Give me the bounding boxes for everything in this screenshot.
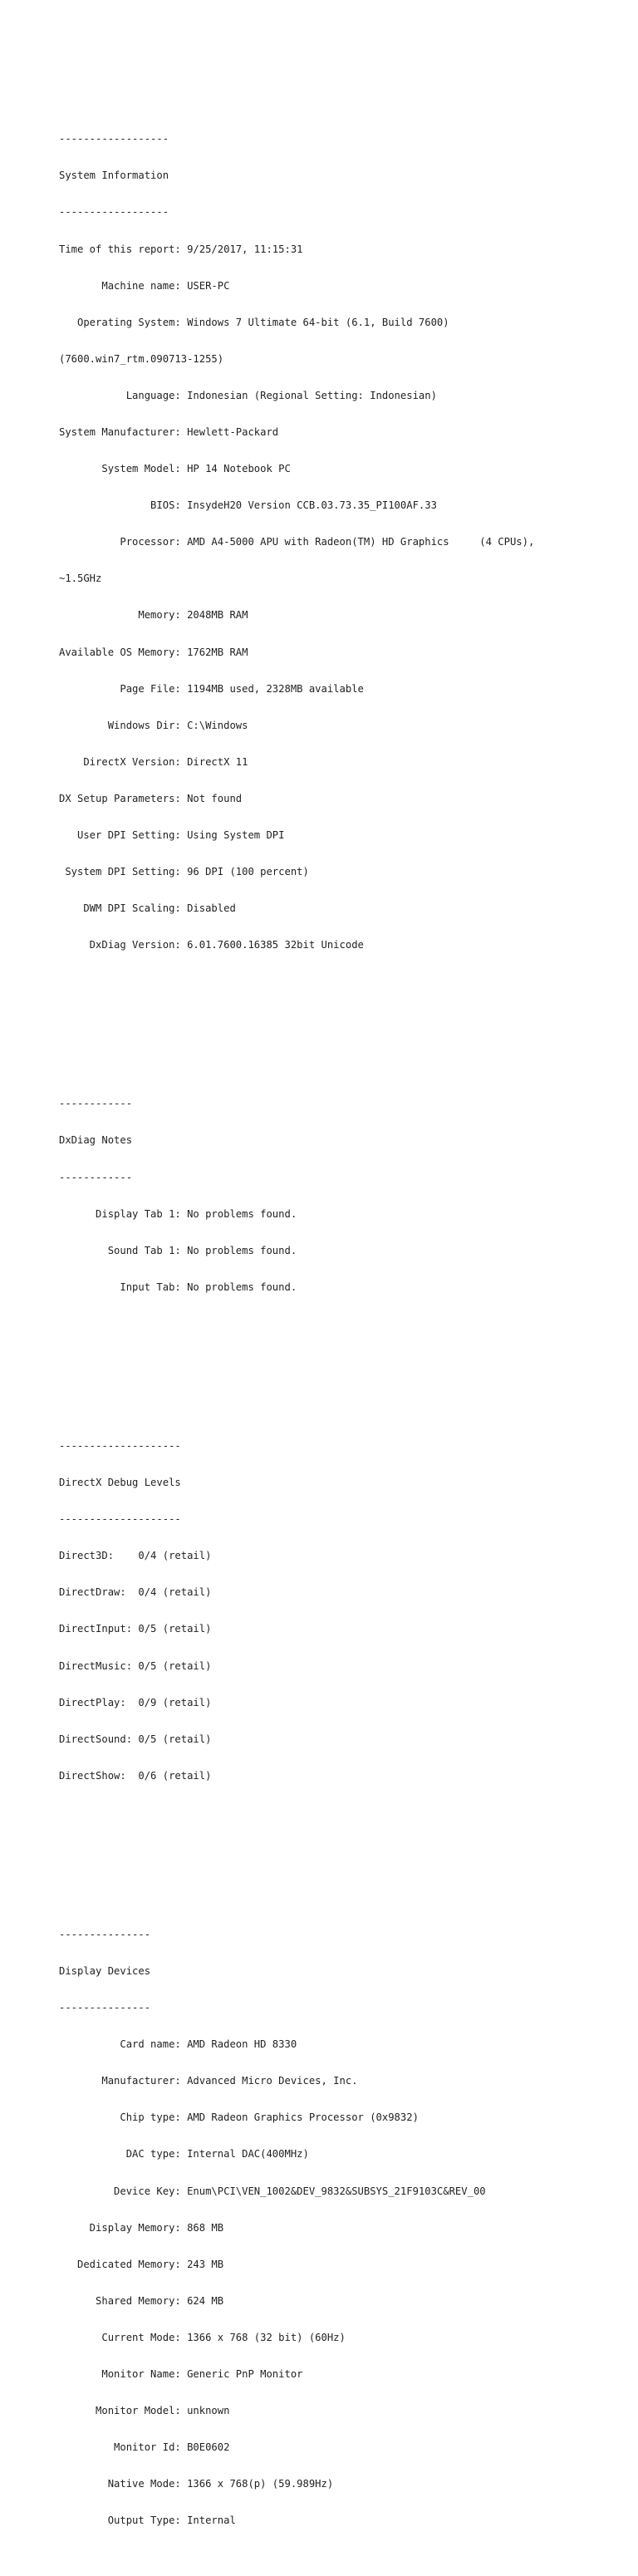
report-line-directinput: DirectInput: 0/5 (retail) (59, 1623, 212, 1635)
report-line-user-dpi: User DPI Setting: Using System DPI (59, 829, 285, 841)
section-dxdiag-notes (59, 1074, 621, 1318)
section-system-information (59, 109, 621, 976)
section-rule-top: ------------------ (59, 133, 169, 145)
report-line-input-tab: Input Tab: No problems found. (59, 1281, 297, 1293)
section-rule-bottom: ------------------ (59, 206, 169, 219)
report-line-device-key: Device Key: Enum\PCI\VEN_1002&DEV_9832&SUBSYS_21F9103C&REV_00 (59, 2185, 486, 2197)
report-line-directshow: DirectShow: 0/6 (retail) (59, 1769, 212, 1782)
report-line-directmusic: DirectMusic: 0/5 (retail) (59, 1659, 212, 1672)
report-line-system-manufacturer: System Manufacturer: Hewlett-Packard (59, 425, 279, 438)
report-line-dedicated-memory: Dedicated Memory: 243 MB (59, 2258, 224, 2270)
report-line-directx-version: DirectX Version: DirectX 11 (59, 755, 248, 768)
report-line-display-tab: Display Tab 1: No problems found. (59, 1207, 297, 1220)
report-line-system-dpi: System DPI Setting: 96 DPI (100 percent) (59, 866, 309, 878)
report-line-sound-tab: Sound Tab 1: No problems found. (59, 1244, 297, 1256)
report-line-monitor-id: Monitor Id: B0E0602 (59, 2441, 230, 2454)
report-line-processor: Processor: AMD A4-5000 APU with Radeon(TM) HD Graphics (4 CPUs), (59, 536, 535, 548)
report-line-windows-dir: Windows Dir: C:\Windows (59, 719, 248, 731)
report-line-time: Time of this report: 9/25/2017, 11:15:31 (59, 243, 303, 255)
report-line-dxdiag-version: DxDiag Version: 6.01.7600.16385 32bit Unicode (59, 939, 364, 951)
report-line-os-build: (7600.win7_rtm.090713-1255) (59, 352, 224, 365)
section-title: System Information (59, 170, 169, 182)
blank-line (59, 1354, 621, 1367)
report-line-bios: BIOS: InsydeH20 Version CCB.03.73.35_PI100AF.33 (59, 499, 437, 512)
report-line-current-mode: Current Mode: 1366 x 768 (32 bit) (60Hz) (59, 2331, 346, 2343)
report-line-monitor-model: Monitor Model: unknown (59, 2405, 230, 2417)
report-line-direct3d: Direct3D: 0/4 (retail) (59, 1550, 212, 1562)
section-title: Display Devices (59, 1965, 151, 1978)
section-title: DirectX Debug Levels (59, 1477, 181, 1489)
report-line-page-file: Page File: 1194MB used, 2328MB available (59, 682, 364, 695)
report-line-memory: Memory: 2048MB RAM (59, 609, 248, 622)
report-line-system-model: System Model: HP 14 Notebook PC (59, 463, 291, 475)
report-line-dx-setup: DX Setup Parameters: Not found (59, 792, 243, 804)
section-rule-bottom: ------------ (59, 1171, 133, 1183)
dxdiag-report (59, 60, 621, 2576)
report-line-machine-name: Machine name: USER-PC (59, 279, 230, 292)
report-line-language: Language: Indonesian (Regional Setting: Indonesian) (59, 389, 437, 401)
report-line-directdraw: DirectDraw: 0/4 (retail) (59, 1586, 212, 1599)
section-rule-bottom: -------------------- (59, 1513, 181, 1526)
section-rule-bottom: --------------- (59, 2002, 151, 2014)
report-line-available-memory: Available OS Memory: 1762MB RAM (59, 646, 248, 658)
section-rule-top: -------------------- (59, 1439, 181, 1452)
report-line-output-type: Output Type: Internal (59, 2515, 236, 2527)
report-line-chip-type: Chip type: AMD Radeon Graphics Processor (0x9832) (59, 2111, 419, 2124)
report-line-directplay: DirectPlay: 0/9 (retail) (59, 1696, 212, 1708)
report-line-directsound: DirectSound: 0/5 (retail) (59, 1733, 212, 1745)
report-line-display-memory: Display Memory: 868 MB (59, 2221, 224, 2234)
report-line-native-mode: Native Mode: 1366 x 768(p) (59.989Hz) (59, 2478, 334, 2490)
blank-line (59, 1843, 621, 1856)
section-rule-top: --------------- (59, 1928, 151, 1940)
report-line-card-name: Card name: AMD Radeon HD 8330 (59, 2038, 297, 2051)
report-line-shared-memory: Shared Memory: 624 MB (59, 2294, 224, 2307)
section-rule-top: ------------ (59, 1098, 133, 1110)
section-directx-debug-levels (59, 1416, 621, 1807)
report-line-manufacturer: Manufacturer: Advanced Micro Devices, Inc. (59, 2075, 358, 2087)
section-display-devices (59, 1905, 621, 2552)
report-line-monitor-name: Monitor Name: Generic PnP Monitor (59, 2368, 303, 2381)
report-line-dwm-dpi: DWM DPI Scaling: Disabled (59, 902, 236, 915)
section-title: DxDiag Notes (59, 1134, 133, 1147)
blank-line (59, 1012, 621, 1025)
report-line-operating-system: Operating System: Windows 7 Ultimate 64-bit (6.1, Build 7600) (59, 316, 449, 328)
report-line-dac-type: DAC type: Internal DAC(400MHz) (59, 2148, 309, 2161)
report-line-processor-speed: ~1.5GHz (59, 573, 102, 585)
